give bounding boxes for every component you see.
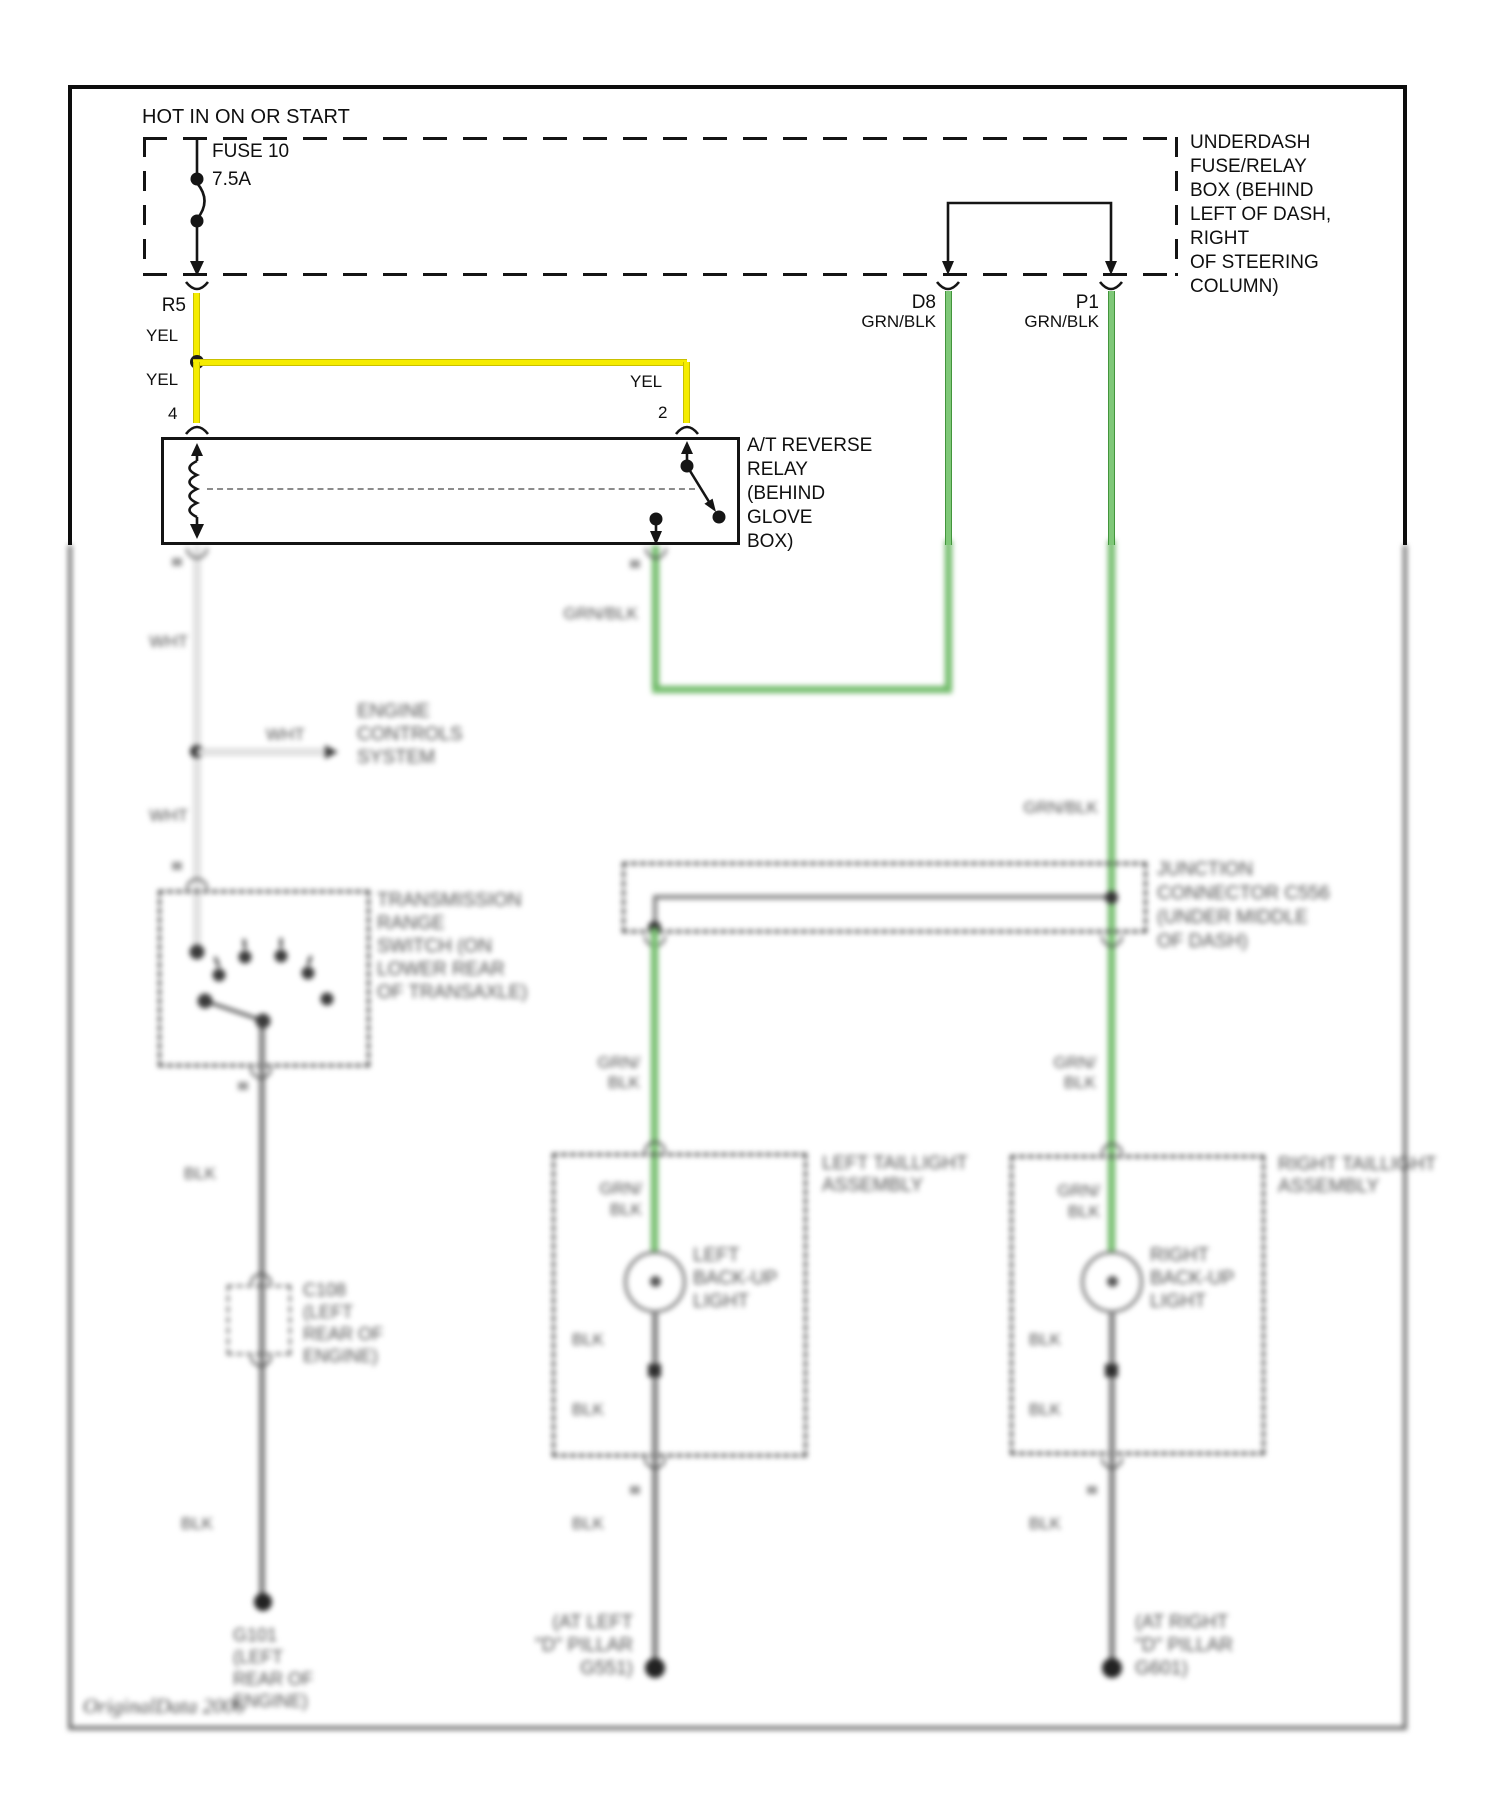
label-line: G601) bbox=[1135, 1658, 1188, 1679]
wire-label-wht: WHT bbox=[266, 725, 305, 744]
label-line: ENGINE) bbox=[233, 1691, 309, 1711]
wire-label-blk: BLK bbox=[1028, 1514, 1061, 1533]
label-line: A/T REVERSE bbox=[747, 435, 873, 456]
relay-pin2-label: 2 bbox=[658, 403, 668, 422]
label-line: BOX) bbox=[747, 531, 794, 552]
wire-label-grnblk: GRN/BLK bbox=[1023, 798, 1098, 817]
label-line: BACK-UP bbox=[693, 1268, 778, 1289]
label-line: BOX (BEHIND bbox=[1190, 180, 1314, 201]
wire-label-grnblk: GRN/BLK bbox=[861, 312, 936, 331]
label-line: ENGINE bbox=[357, 701, 430, 722]
label-line: GRN/ bbox=[1053, 1053, 1096, 1072]
wire-label-yel: YEL bbox=[146, 326, 179, 345]
label-line: LIGHT bbox=[1150, 1291, 1206, 1312]
label-line: FUSE/RELAY bbox=[1190, 156, 1307, 177]
fuse-rating-label: 7.5A bbox=[212, 169, 252, 190]
label-line: REAR OF bbox=[233, 1669, 314, 1689]
label-line: (AT RIGHT bbox=[1135, 1612, 1229, 1633]
wire-label-blk: BLK bbox=[180, 1514, 213, 1533]
watermark: OriginalData 2006 bbox=[83, 1694, 245, 1718]
label-line: RIGHT TAILLIGHT bbox=[1278, 1154, 1437, 1175]
wire-label-yel: YEL bbox=[146, 370, 179, 389]
label-line: "D" PILLAR bbox=[535, 1635, 633, 1656]
label-line: LEFT TAILLIGHT bbox=[822, 1153, 968, 1174]
wire-label-blk: BLK bbox=[1028, 1400, 1061, 1419]
wire-label-wht: WHT bbox=[149, 632, 188, 651]
label-line: TRANSMISSION bbox=[377, 890, 522, 911]
label-line: RIGHT bbox=[1150, 1245, 1210, 1266]
label-line: (AT LEFT bbox=[552, 1612, 633, 1633]
label-line: GRN/ bbox=[597, 1053, 640, 1072]
wire-label-grnblk: GRN/BLK bbox=[563, 604, 638, 623]
label-line: OF TRANSAXLE) bbox=[377, 982, 528, 1003]
label-line: C108 bbox=[303, 1280, 347, 1300]
label-line: BLK bbox=[1063, 1073, 1096, 1092]
label-line: (LEFT bbox=[233, 1647, 284, 1667]
fuse-name-label: FUSE 10 bbox=[212, 141, 290, 162]
label-line: BACK-UP bbox=[1150, 1268, 1235, 1289]
label-line: BLK bbox=[1067, 1202, 1100, 1221]
label-line: ENGINE) bbox=[303, 1346, 379, 1366]
label-line: JUNCTION bbox=[1157, 859, 1254, 880]
label-line: BLK bbox=[609, 1200, 642, 1219]
label-line: (LEFT bbox=[303, 1302, 354, 1322]
label-line: LEFT bbox=[693, 1245, 740, 1266]
label-line: OF DASH) bbox=[1157, 931, 1248, 952]
wire-label-blk: BLK bbox=[183, 1164, 216, 1183]
label-line: G101 bbox=[233, 1625, 278, 1645]
label-line: RIGHT bbox=[1190, 228, 1250, 249]
label-line: GRN/ bbox=[1057, 1181, 1100, 1200]
label-line: CONNECTOR C556 bbox=[1157, 883, 1330, 904]
wire-label-blk: BLK bbox=[571, 1400, 604, 1419]
terminal-r5-label: R5 bbox=[161, 295, 186, 316]
terminal-d8-label: D8 bbox=[911, 292, 936, 313]
hot-in-on-label: HOT IN ON OR START bbox=[142, 106, 350, 128]
label-line: RANGE bbox=[377, 913, 445, 934]
label-line: GRN/ bbox=[599, 1179, 642, 1198]
wire-label-blk: BLK bbox=[571, 1514, 604, 1533]
label-line: BLK bbox=[607, 1073, 640, 1092]
terminal-p1-label: P1 bbox=[1075, 292, 1099, 313]
label-line: SYSTEM bbox=[357, 747, 436, 768]
label-line: "D" PILLAR bbox=[1135, 1635, 1233, 1656]
label-line: UNDERDASH bbox=[1190, 132, 1311, 153]
wire-label-blk: BLK bbox=[1028, 1330, 1061, 1349]
label-line: (BEHIND bbox=[747, 483, 826, 504]
label-line: LIGHT bbox=[693, 1291, 749, 1312]
label-line: GLOVE bbox=[747, 507, 813, 528]
label-line: REAR OF bbox=[303, 1324, 384, 1344]
label-line: ASSEMBLY bbox=[822, 1175, 924, 1196]
wire-label-wht: WHT bbox=[149, 806, 188, 825]
label-line: ASSEMBLY bbox=[1278, 1176, 1380, 1197]
label-line: SWITCH (ON bbox=[377, 936, 493, 957]
label-line: G551) bbox=[580, 1658, 633, 1679]
label-line: COLUMN) bbox=[1190, 276, 1279, 297]
label-line: OF STEERING bbox=[1190, 252, 1319, 273]
relay-pin4-label: 4 bbox=[168, 404, 178, 423]
wire-label-blk: BLK bbox=[571, 1330, 604, 1349]
label-line: (UNDER MIDDLE bbox=[1157, 907, 1308, 928]
wire-label-yel: YEL bbox=[630, 372, 663, 391]
label-line: RELAY bbox=[747, 459, 808, 480]
label-line: LEFT OF DASH, bbox=[1190, 204, 1332, 225]
label-line: CONTROLS bbox=[357, 724, 463, 745]
label-line: LOWER REAR bbox=[377, 959, 505, 980]
wire-label-grnblk: GRN/BLK bbox=[1024, 312, 1099, 331]
